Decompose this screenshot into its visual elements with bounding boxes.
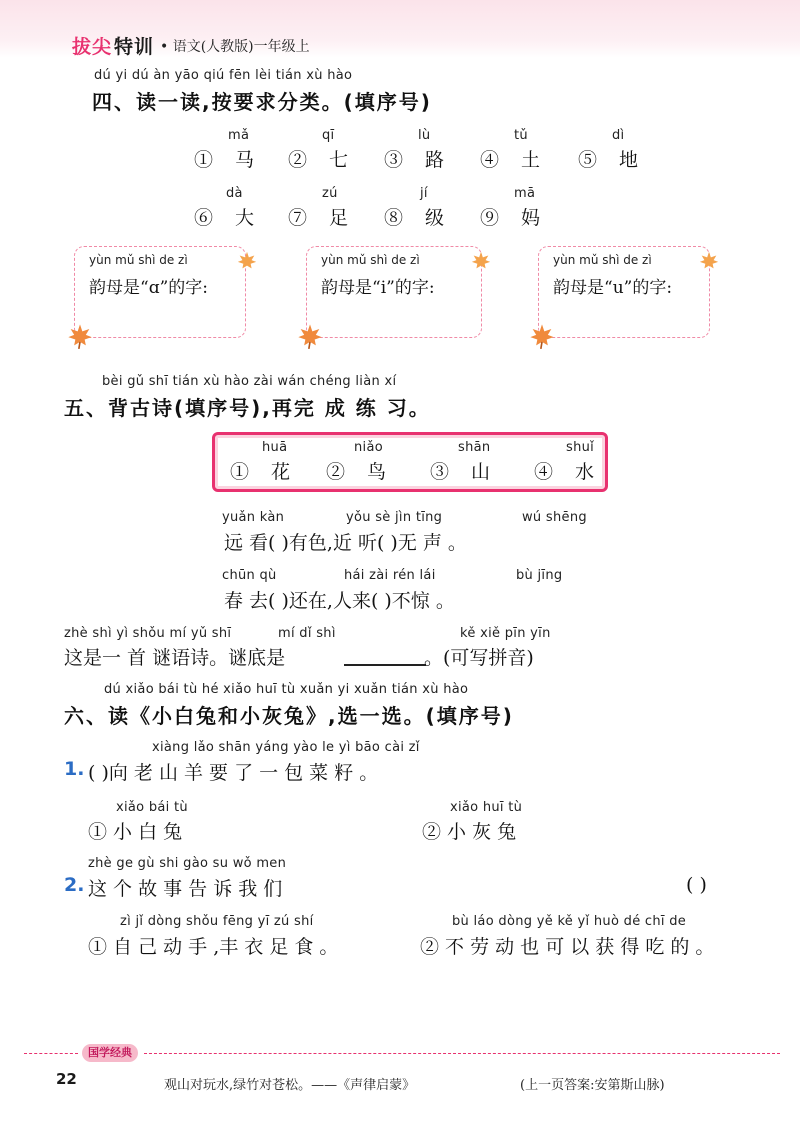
q2-pinyin: zhè ge gù shi gào su wǒ men <box>88 856 287 871</box>
riddle-answer-blank[interactable] <box>344 664 426 666</box>
poem-line1-pinyin: yuǎn kàn <box>222 510 285 525</box>
item-pinyin: mǎ <box>228 128 250 143</box>
item-qi: ② 七 <box>288 149 357 171</box>
poem-line2-pinyin: hái zài rén lái <box>344 568 436 583</box>
q1-opt2-pinyin: xiǎo huī tù <box>450 800 523 815</box>
book-title: • 语文(人教版)一年级上 <box>160 39 310 55</box>
maple-leaf-icon <box>296 322 324 350</box>
footer-divider <box>24 1053 78 1054</box>
previous-answer: (上一页答案:安第斯山脉) <box>520 1078 665 1093</box>
q2-answer-blank[interactable]: ( ) <box>686 874 707 896</box>
option-pinyin: shān <box>458 440 491 455</box>
q2-opt2-pinyin: bù láo dòng yě kě yǐ huò dé chī de <box>452 914 687 929</box>
item-pinyin: dà <box>226 186 243 201</box>
item-tu: ④ 土 <box>480 149 549 171</box>
item-ma: ① 马 <box>194 149 263 171</box>
poem-line1[interactable]: 远 看( )有色,近 听( )无 声 。 <box>224 532 467 554</box>
item-ji: ⑧ 级 <box>384 207 453 229</box>
item-lu: ③ 路 <box>384 149 453 171</box>
item-zu: ⑦ 足 <box>288 207 357 229</box>
item-di: ⑤ 地 <box>578 149 647 171</box>
riddle-pinyin: mí dǐ shì <box>278 626 336 641</box>
poem-line2-pinyin: chūn qù <box>222 568 277 583</box>
item-ma2: ⑨ 妈 <box>480 207 549 229</box>
q2-question: 这 个 故 事 告 诉 我 们 <box>88 878 283 900</box>
q1-option-2[interactable]: ② 小 灰 兔 <box>422 821 517 843</box>
q1-opt1-pinyin: xiǎo bái tù <box>116 800 188 815</box>
option-pinyin: shuǐ <box>566 440 595 455</box>
poem-line2-pinyin: bù jīng <box>516 568 563 583</box>
riddle-note: 。(可写拼音) <box>424 647 534 669</box>
item-pinyin: tǔ <box>514 128 528 143</box>
option-pinyin: huā <box>262 440 288 455</box>
item-da: ⑥ 大 <box>194 207 263 229</box>
item-pinyin: lù <box>418 128 431 143</box>
item-pinyin: jí <box>420 186 428 201</box>
item-pinyin: dì <box>612 128 625 143</box>
answer-box-i[interactable]: yùn mǔ shì de zì 韵母是“i”的字: <box>306 246 482 338</box>
item-pinyin: qī <box>322 128 335 143</box>
maple-leaf-icon <box>698 250 720 272</box>
answer-box-a[interactable]: yùn mǔ shì de zì 韵母是“ɑ”的字: <box>74 246 246 338</box>
page-number: 22 <box>56 1070 77 1088</box>
section4-title: 四、读一读,按要求分类。(填序号) <box>92 90 432 114</box>
q2-option-2[interactable]: ② 不 劳 动 也 可 以 获 得 吃 的 。 <box>420 936 715 958</box>
q1-pinyin: xiàng lǎo shān yáng yào le yì bāo cài zǐ <box>152 740 420 755</box>
maple-leaf-icon <box>236 250 258 272</box>
option-niao: ② 鸟 <box>326 461 395 483</box>
answer-box-u[interactable]: yùn mǔ shì de zì 韵母是“u”的字: <box>538 246 710 338</box>
poem-line1-pinyin: yǒu sè jìn tīng <box>346 510 443 525</box>
option-shan: ③ 山 <box>430 461 499 483</box>
maple-leaf-icon <box>470 250 492 272</box>
footer-tag: 国学经典 <box>82 1044 138 1062</box>
footer-divider <box>144 1053 780 1054</box>
q1-number: 1. <box>64 758 85 780</box>
section5-pinyin: bèi gǔ shī tián xù hào zài wán chéng liàn xí <box>102 374 397 389</box>
section4-pinyin: dú yi dú àn yāo qiú fēn lèi tián xù hào <box>94 68 353 83</box>
section6-pinyin: dú xiǎo bái tù hé xiǎo huī tù xuǎn yi xuǎn tián xù hào <box>104 682 469 697</box>
riddle-pinyin: zhè shì yì shǒu mí yǔ shī <box>64 626 232 641</box>
option-shui: ④ 水 <box>534 461 603 483</box>
riddle-sentence: 这是一 首 谜语诗。谜底是 <box>64 647 286 669</box>
riddle-pinyin: kě xiě pīn yīn <box>460 626 551 641</box>
item-pinyin: zú <box>322 186 338 201</box>
section5-title: 五、背古诗(填序号),再完 成 练 习。 <box>64 396 431 420</box>
option-pinyin: niǎo <box>354 440 383 455</box>
item-pinyin: mā <box>514 186 536 201</box>
brand-logo: 拔尖 特训 <box>72 36 155 58</box>
footer-quote: 观山对玩水,绿竹对苍松。——《声律启蒙》 <box>164 1078 416 1093</box>
maple-leaf-icon <box>528 322 556 350</box>
q1-option-1[interactable]: ① 小 白 兔 <box>88 821 183 843</box>
poem-line1-pinyin: wú shēng <box>522 510 587 525</box>
q1-question[interactable]: ( )向 老 山 羊 要 了 一 包 菜 籽 。 <box>88 762 379 784</box>
q2-number: 2. <box>64 874 85 896</box>
q2-opt1-pinyin: zì jǐ dòng shǒu fēng yī zú shí <box>120 914 314 929</box>
q2-option-1[interactable]: ① 自 己 动 手 ,丰 衣 足 食 。 <box>88 936 339 958</box>
poem-line2[interactable]: 春 去( )还在,人来( )不惊 。 <box>224 590 455 612</box>
section6-title: 六、读《小白兔和小灰兔》,选一选。(填序号) <box>64 704 514 728</box>
maple-leaf-icon <box>66 322 94 350</box>
option-hua: ① 花 <box>230 461 299 483</box>
